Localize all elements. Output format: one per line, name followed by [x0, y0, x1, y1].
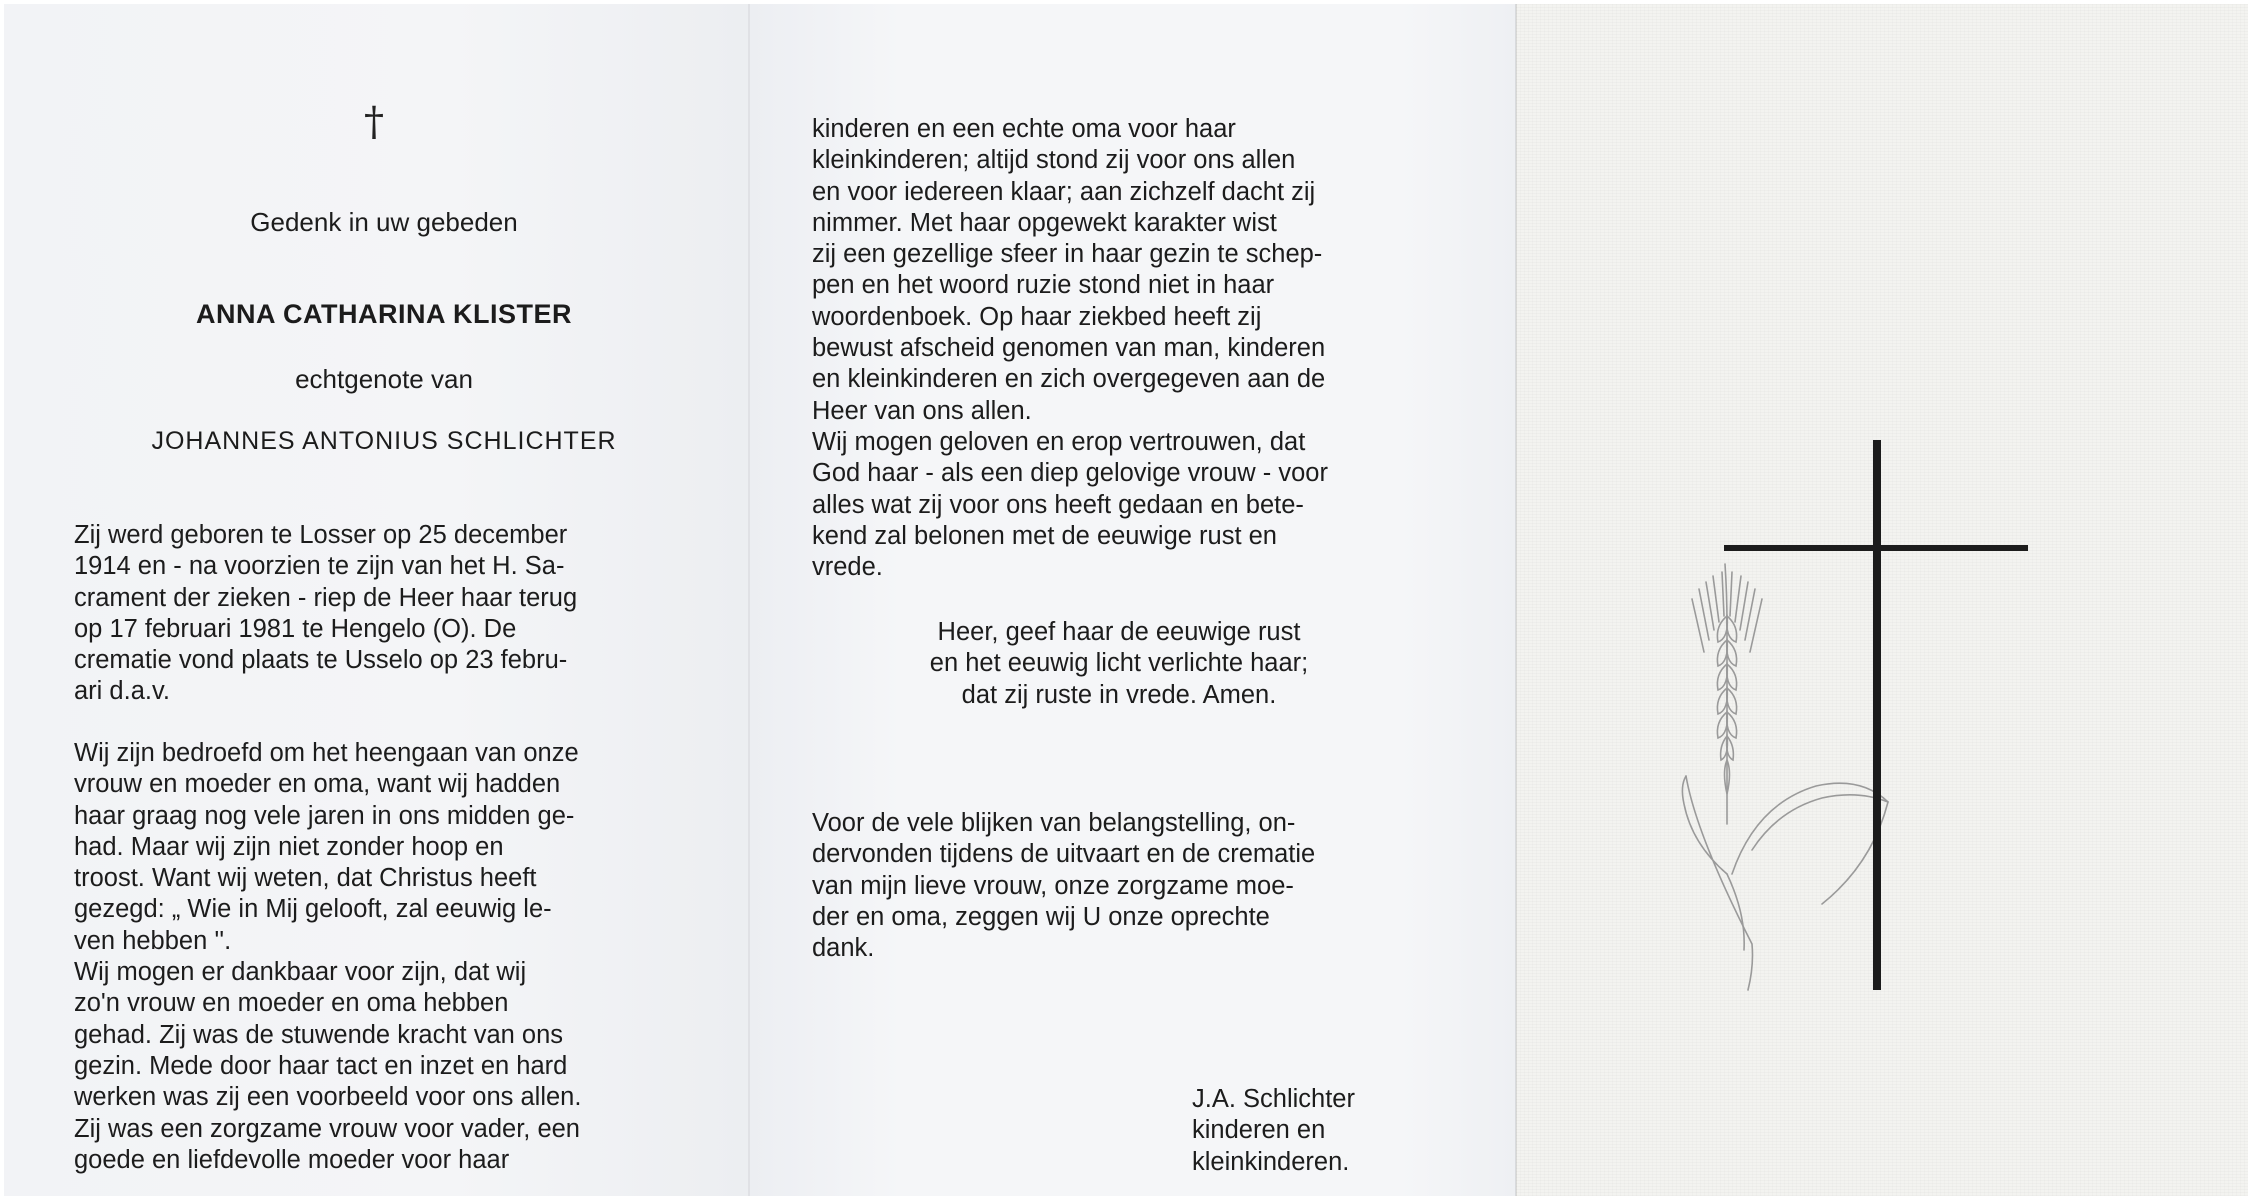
signature-line: J.A. Schlichter: [1192, 1085, 1355, 1113]
relation-text: echtgenote van: [295, 364, 473, 394]
text-line: gezin. Mede door haar tact en inzet en hard: [74, 1051, 568, 1080]
text-line: vrede.: [812, 553, 883, 582]
text-line: Heer van ons allen.: [812, 396, 1032, 425]
fold-line: [748, 4, 750, 1196]
middle-panel: [748, 4, 1516, 1196]
text-line: dervonden tijdens de uitvaart en de crematie: [812, 840, 1316, 869]
text-line: 1914 en - na voorzien te zijn van het H. Sa-: [74, 552, 565, 581]
signature-line: kleinkinderen.: [1192, 1147, 1350, 1176]
text-line: Wij mogen geloven en erop vertrouwen, dat: [812, 427, 1306, 456]
intro-text: Gedenk in uw gebeden: [250, 207, 518, 237]
spouse-name: JOHANNES ANTONIUS SCHLICHTER: [151, 427, 617, 455]
signature-block: [1192, 1084, 1355, 1178]
cross-horizontal-bar: [1724, 545, 2028, 551]
text-line: God haar - als een diep gelovige vrouw - voor: [812, 459, 1328, 488]
text-line: kinderen en een echte oma voor haar: [812, 115, 1236, 143]
text-line: troost. Want wij weten, dat Christus heeft: [74, 864, 537, 893]
text-line: dank.: [812, 934, 875, 963]
cross-vertical-bar: [1873, 440, 1881, 990]
text-line: pen en het woord ruzie stond niet in haar: [812, 271, 1275, 300]
cover-panel: [1516, 4, 2248, 1196]
text-line: ari d.a.v.: [74, 677, 170, 706]
text-line: woordenboek. Op haar ziekbed heeft zij: [812, 302, 1262, 331]
deceased-name: ANNA CATHARINA KLISTER: [196, 299, 572, 329]
birth-death-paragraph: [74, 520, 690, 708]
prayer-line: dat zij ruste in vrede. Amen.: [961, 680, 1277, 709]
text-line: haar graag nog vele jaren in ons midden ge-: [74, 801, 575, 830]
text-line: zo'n vrouw en moeder en oma hebben: [74, 989, 509, 1018]
text-line: der en oma, zeggen wij U onze oprechte: [812, 902, 1270, 931]
prayer-line: Heer, geef haar de eeuwige rust: [937, 618, 1301, 646]
text-line: had. Maar wij zijn niet zonder hoop en: [74, 832, 504, 861]
text-line: Wij mogen er dankbaar voor zijn, dat wij: [74, 958, 527, 987]
signature-line: kinderen en: [1192, 1116, 1326, 1145]
text-line: bewust afscheid genomen van man, kinderen: [812, 334, 1326, 363]
character-paragraph: [812, 114, 1426, 583]
text-line: gehad. Zij was de stuwende kracht van ons: [74, 1020, 564, 1049]
text-line: nimmer. Met haar opgewekt karakter wist: [812, 208, 1277, 237]
text-line: en kleinkinderen en zich overgegeven aan de: [812, 365, 1326, 394]
text-line: alles wat zij voor ons heeft gedaan en bete-: [812, 490, 1304, 519]
text-line: op 17 februari 1981 te Hengelo (O). De: [74, 614, 517, 643]
text-line: kend zal belonen met de eeuwige rust en: [812, 521, 1277, 550]
text-line: Zij werd geboren te Losser op 25 december: [74, 521, 568, 549]
cross-with-wheat-icon: [1516, 4, 2248, 1196]
left-panel: [4, 4, 748, 1196]
prayer-verse: [812, 617, 1426, 711]
text-line: zij een gezellige sfeer in haar gezin te schep-: [812, 240, 1323, 269]
text-line: van mijn lieve vrouw, onze zorgzame moe-: [812, 871, 1294, 900]
text-line: crematie vond plaats te Usselo op 23 febru-: [74, 646, 568, 675]
text-line: ven hebben ''.: [74, 926, 232, 955]
text-line: vrouw en moeder en oma, want wij hadden: [74, 770, 561, 799]
text-line: werken was zij een voorbeeld voor ons allen.: [74, 1083, 582, 1112]
prayer-line: en het eeuwig licht verlichte haar;: [929, 649, 1309, 678]
text-line: Zij was een zorgzame vrouw voor vader, een: [74, 1114, 580, 1143]
text-line: Voor de vele blijken van belangstelling, on-: [812, 809, 1296, 837]
text-line: gezegd: „ Wie in Mij gelooft, zal eeuwig le-: [74, 895, 552, 924]
thanks-paragraph: [812, 808, 1426, 964]
text-line: crament der zieken - riep de Heer haar terug: [74, 583, 578, 612]
text-line: en voor iedereen klaar; aan zichzelf dacht zij: [812, 177, 1316, 206]
text-line: kleinkinderen; altijd stond zij voor ons allen: [812, 146, 1296, 175]
cross-ornament-icon: †: [364, 99, 384, 145]
fold-line: [1515, 4, 1517, 1196]
text-line: Wij zijn bedroefd om het heengaan van onze: [74, 739, 579, 767]
text-line: goede en liefdevolle moeder voor haar: [74, 1145, 510, 1174]
remembrance-paragraph: [74, 738, 690, 1176]
